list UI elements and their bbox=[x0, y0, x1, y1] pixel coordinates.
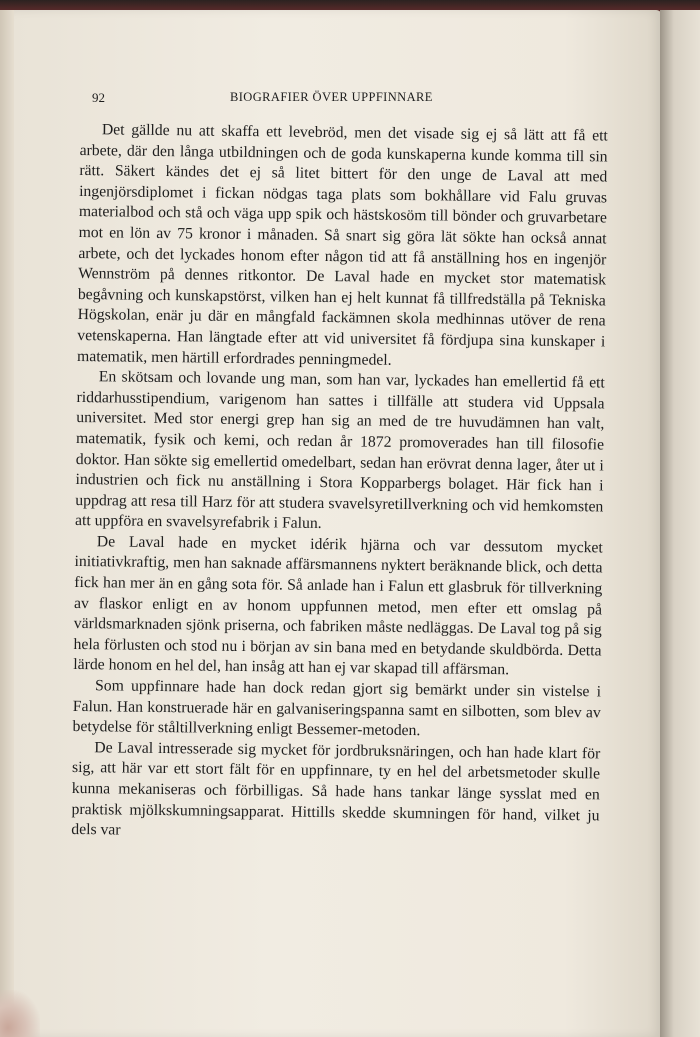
page-left-edge bbox=[0, 10, 14, 1037]
page-header bbox=[92, 90, 592, 108]
page-number: 92 bbox=[92, 90, 105, 105]
thumb-at-corner bbox=[0, 990, 40, 1037]
body-text bbox=[71, 120, 608, 847]
paragraph: Som uppfinnare hade han dock redan gjort sig bemärkt under sin vistelse i Falun. Han konstruerade här en galvaniseringspanna samt en silbotten, som blev av betydelse för ståltillverkning enligt Bessemer-metoden. bbox=[72, 677, 602, 740]
paragraph: En skötsam och lovande ung man, som han var, lyckades han emellertid få ett riddarhusstipendium, varigenom han sattes i tillfälle att studera vid Uppsala universitet. Med stor energi grep han sig an med de tre huvudämnen han valt, matematik, fysik och kemi, och redan år 1872 promoverades han till filosofie doktor. Han sökte sig emellertid omedelbart, sedan han erövrat denna lager, åter ut i industrien och fick nu anställning i Stora Kopparbergs bolaget. Här fick han i uppdrag att resa till Harz för att studera svavelsyretillverkning och vid hemkomsten att uppföra en svavelsyrefabrik i Falun. bbox=[74, 368, 605, 533]
paragraph: Det gällde nu att skaffa ett levebröd, men det visade sig ej så lätt att få ett arbete, där den långa utbildningen och de goda kunskaperna kunde komma till sin rätt. Säkert kändes det ej så litet bittert för den unge de Laval att med ingenjörsdiplomet i fickan nödgas taga plats som bokhållare vid Falu gruvas materialbod och stå och väga upp spik och hästskosöm till bönder och gruvarbetare mot en lön av 75 kronor i månaden. Så snart sig göra lät sökte han också annat arbete, och det lyckades honom efter någon tid att få anställning hos en ingenjör Wennström på dennes ritkontor. De Laval hade en mycket stor matematisk begåvning och kunskapstörst, vilken han ej helt kunnat få tillfredställa på Tekniska Högskolan, enär ju där en mångfald fackämnen skola medhinnas utöver de rena vetenskaperna. Han längtade efter att vid universitet få fördjupa sina kunskaper i matematik, men härtill erfordrades penningmedel. bbox=[77, 121, 608, 369]
paragraph: De Laval intresserade sig mycket för jordbruksnäringen, och han hade klart för sig, att här var ett stort fält för en uppfinnare, ty en hel del arbetsmetoder skulle kunna mekaniseras och förbilligas. Så hade hans tankar länge sysslat med en praktisk mjölkskumningsapparat. Hittills skedde skumningen för hand, vilket ju dels var bbox=[71, 739, 601, 839]
running-head-title: BIOGRAFIER ÖVER UPPFINNARE bbox=[230, 90, 433, 104]
book-gutter bbox=[660, 10, 700, 1037]
paragraph: De Laval hade en mycket idérik hjärna och var dessutom mycket initiativkraftig, men han saknade affärsmannens nyktert beräknande blick, och detta fick han mer än en gång sota för. Så anlade han i Falun ett glasbruk för tillverkning av flaskor enligt en av honom uppfunnen metod, men efter ett omslag på världsmarknaden sjönk priserna, och fabriken måste nedläggas. De Laval tog på sig hela förlusten och stod nu i början av sin bana med en betydande skuldbörda. Detta lärde honom en hel del, han insåg att han ej var skapad till affärsman. bbox=[73, 533, 603, 679]
